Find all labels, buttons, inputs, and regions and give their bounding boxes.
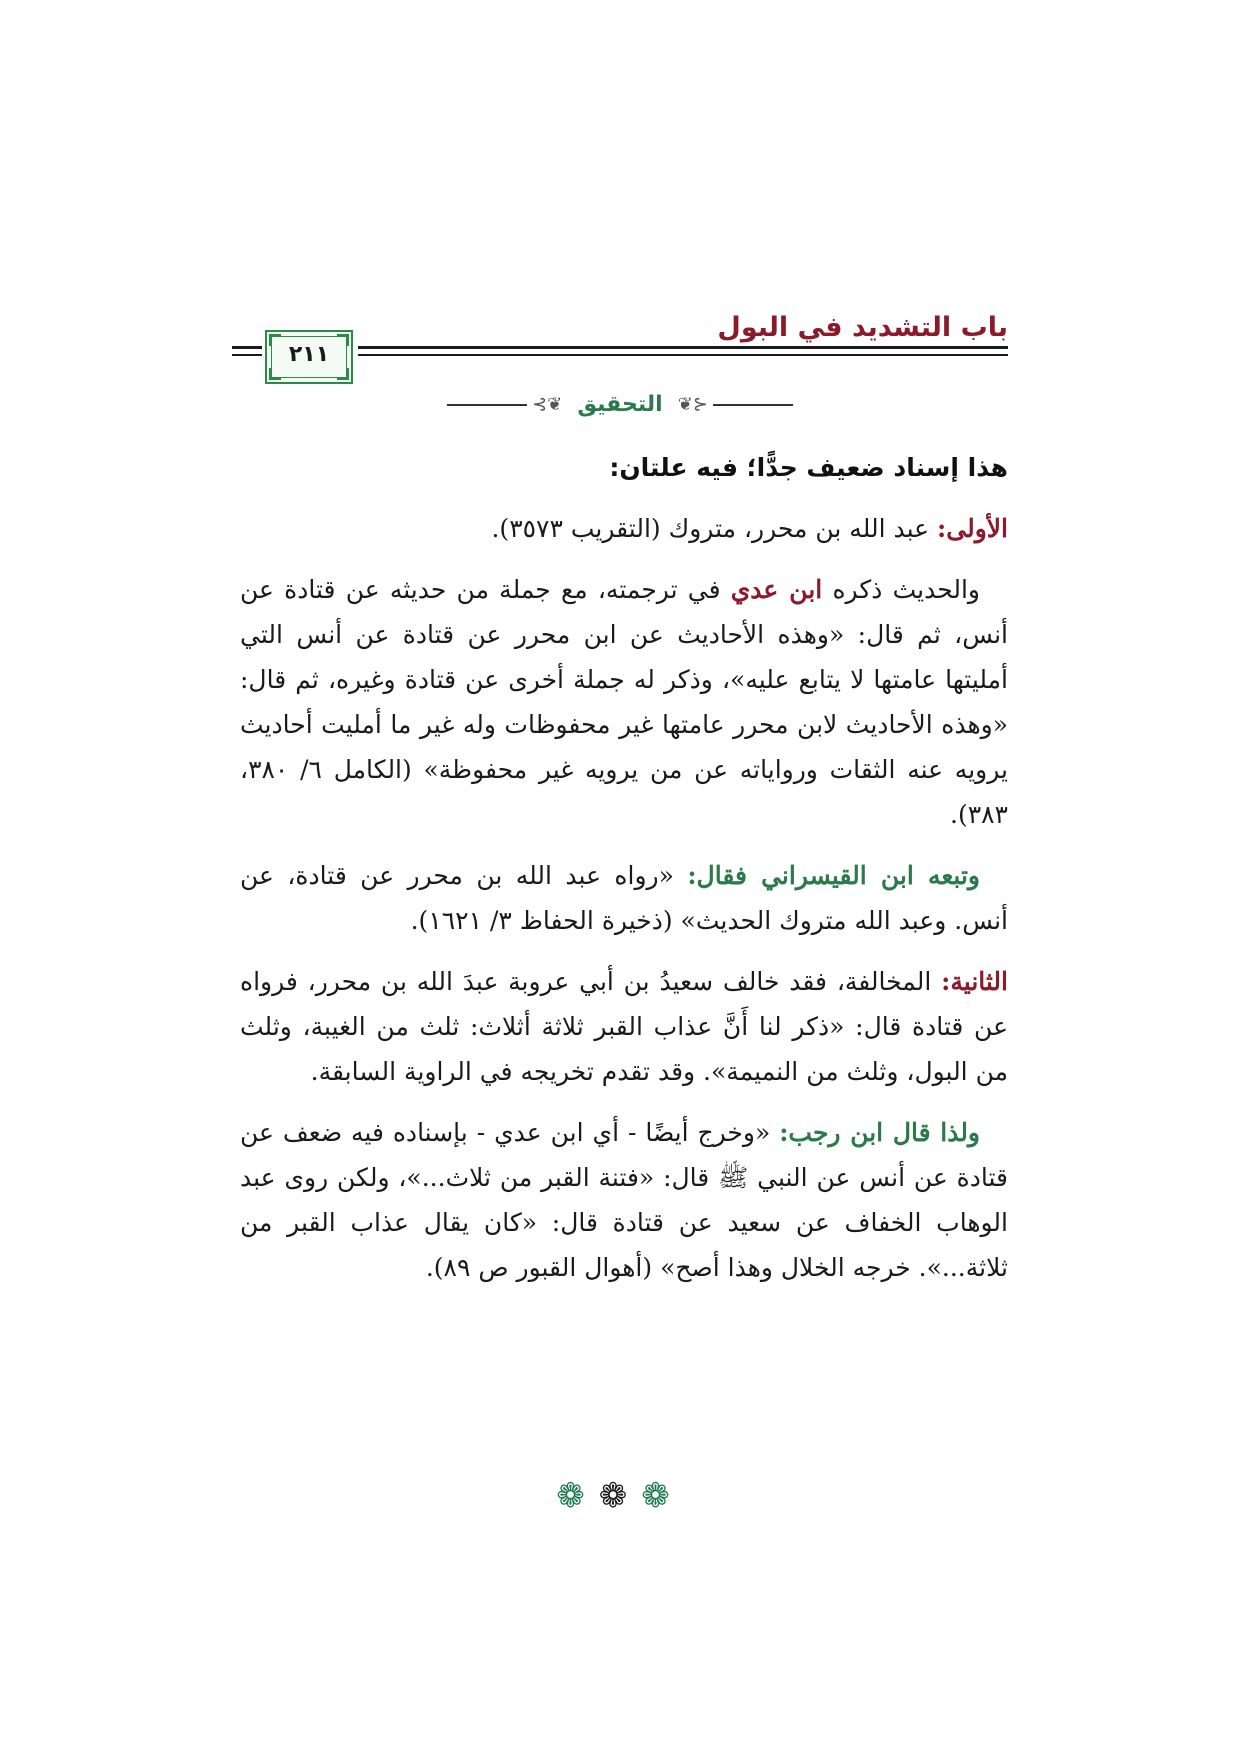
section-heading bbox=[0, 392, 1240, 417]
page-number-frame bbox=[265, 330, 353, 384]
header-rule-top bbox=[358, 346, 1008, 349]
star-ornament-icon: ❁ bbox=[641, 1476, 684, 1516]
paragraph-second-reason bbox=[240, 959, 1008, 1094]
intro-line: هذا إسناد ضعيف جدًّا؛ فيه علتان: bbox=[609, 453, 1008, 482]
paragraph-first-reason bbox=[240, 506, 1008, 551]
body-text bbox=[240, 445, 1008, 1290]
header-rule-left-top bbox=[232, 346, 262, 349]
label-ibn-qaysarani: وتبعه ابن القيسراني فقال: bbox=[687, 861, 980, 890]
frame-corner-ornament bbox=[269, 368, 281, 380]
label-ibn-rajab: ولذا قال ابن رجب: bbox=[779, 1118, 981, 1147]
paragraph-ibn-adi bbox=[240, 567, 1008, 837]
flourish-icon: ⊰❦ bbox=[532, 394, 563, 415]
header-rule-bottom bbox=[358, 354, 1008, 356]
section-heading-text: التحقيق bbox=[577, 392, 663, 417]
paragraph-ibn-qaysarani bbox=[240, 853, 1008, 943]
text-ibn-adi: في ترجمته، مع جملة من حديثه عن قتادة عن أنس، ثم قال: «وهذه الأحاديث عن ابن محرر عن قتادة عن أنس التي أمليتها عامتها لا يتابع عليه»، وذكر له جملة أخرى عن قتادة وغيره، ثم قال: «وهذه الأحاديث لابن محرر عامتها غير محفوظات وله غير ما أمليت أحاديث يرويه عنه الثقات ورواياته عن من يرويه غير محفوظة» (الكامل ٦/ ٣٨٠، ٣٨٣). bbox=[240, 575, 1008, 829]
paragraph-ibn-rajab bbox=[240, 1110, 1008, 1290]
heading-line-left bbox=[447, 404, 527, 406]
name-ibn-adi: ابن عدي bbox=[730, 575, 823, 604]
heading-line-right bbox=[713, 404, 793, 406]
chapter-title: باب التشديد في البول bbox=[717, 312, 1008, 343]
star-ornament-icon: ❁ bbox=[556, 1476, 599, 1516]
page-number: ٢١١ bbox=[288, 342, 330, 367]
text-first: عبد الله بن محرر، متروك (التقريب ٣٥٧٣). bbox=[491, 514, 938, 543]
frame-corner-ornament bbox=[337, 368, 349, 380]
text-ibn-qaysarani: «رواه عبد الله بن محرر عن قتادة، عن أنس. وعبد الله متروك الحديث» (ذخيرة الحفاظ ٣/ ١٦٢١). bbox=[240, 861, 1008, 935]
text-second: المخالفة، فقد خالف سعيدُ بن أبي عروبة عبدَ الله بن محرر، فرواه عن قتادة قال: «ذكر لنا أَنَّ عذاب القبر ثلاثة أثلاث: ثلث من الغيبة، وثلث من البول، وثلث من النميمة». وقد تقدم تخريجه في الراوية السابقة. bbox=[240, 967, 1008, 1086]
header-rule-left-bottom bbox=[232, 354, 262, 356]
end-ornament bbox=[0, 1476, 1240, 1516]
star-ornament-icon: ❁ bbox=[598, 1476, 642, 1516]
label-second: الثانية: bbox=[941, 967, 1008, 996]
text-ibn-rajab: «وخرج أيضًا - أي ابن عدي - بإسناده فيه ضعف عن قتادة عن أنس عن النبي ﷺ قال: «فتنة القبر من ثلاث...»، ولكن روى عبد الوهاب الخفاف عن سعيد عن قتادة قال: «كان يقال عذاب القبر من ثلاثة...». خرجه الخلال وهذا أصح» (أهوال القبور ص ٨٩). bbox=[240, 1118, 1008, 1282]
flourish-icon: ❦⊱ bbox=[677, 394, 708, 415]
text-ibn-adi-pre: والحديث ذكره bbox=[822, 575, 980, 604]
label-first: الأولى: bbox=[937, 514, 1008, 543]
